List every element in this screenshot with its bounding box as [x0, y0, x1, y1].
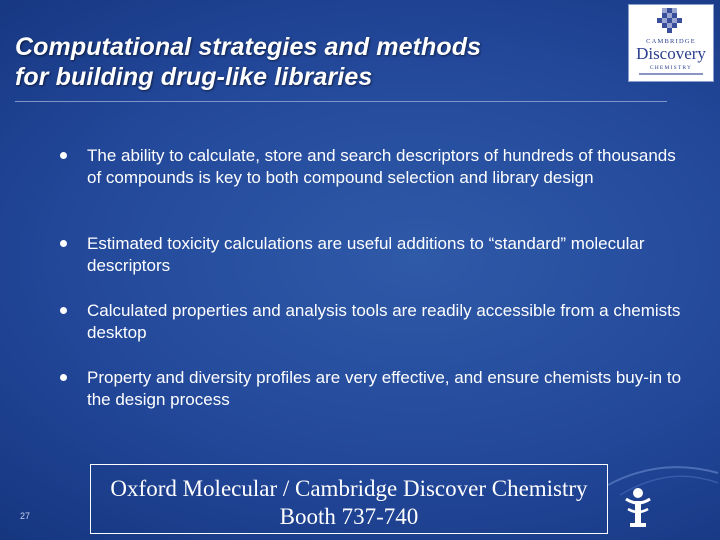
booth-line-2: Booth 737-740: [279, 504, 419, 529]
bullet-text: Estimated toxicity calculations are useful additions to “standard” molecular descriptors: [87, 234, 645, 275]
bullet-icon: [60, 307, 67, 314]
slide-title-line-1: Computational strategies and methods: [15, 33, 482, 61]
logo-top-text: CAMBRIDGE: [646, 38, 696, 45]
booth-line-1: Oxford Molecular / Cambridge Discover Chemistry: [110, 476, 588, 501]
bullet-text: Property and diversity profiles are very effective, and ensure chemists buy-in to the design process: [87, 368, 682, 409]
mascot-icon: [620, 485, 656, 531]
logo-sub-text: CHEMISTRY: [649, 65, 693, 71]
bullet-icon: [60, 152, 67, 159]
bullet-text: The ability to calculate, store and search descriptors of hundreds of thousands of compounds is key to both compound selection and library design: [87, 146, 676, 187]
bullet-icon: [60, 374, 67, 381]
bullet-icon: [60, 240, 67, 247]
bullet-item: [60, 233, 690, 276]
bullet-text: Calculated properties and analysis tools are readily accessible from a chemists desktop: [87, 301, 681, 342]
page-number: 27: [20, 511, 31, 521]
bullet-item: [60, 367, 690, 410]
logo-main-text: Discovery: [636, 44, 706, 63]
booth-box: [90, 464, 608, 534]
slide-title-line-2: for building drug-like libraries: [15, 63, 373, 91]
checkered-diamond-icon: [657, 8, 682, 33]
bullet-item: [60, 145, 690, 188]
slide-title: [15, 32, 615, 92]
title-divider: [15, 101, 667, 102]
company-logo: [628, 4, 714, 82]
bullet-item: [60, 300, 690, 343]
decorative-swoosh: [600, 455, 720, 540]
